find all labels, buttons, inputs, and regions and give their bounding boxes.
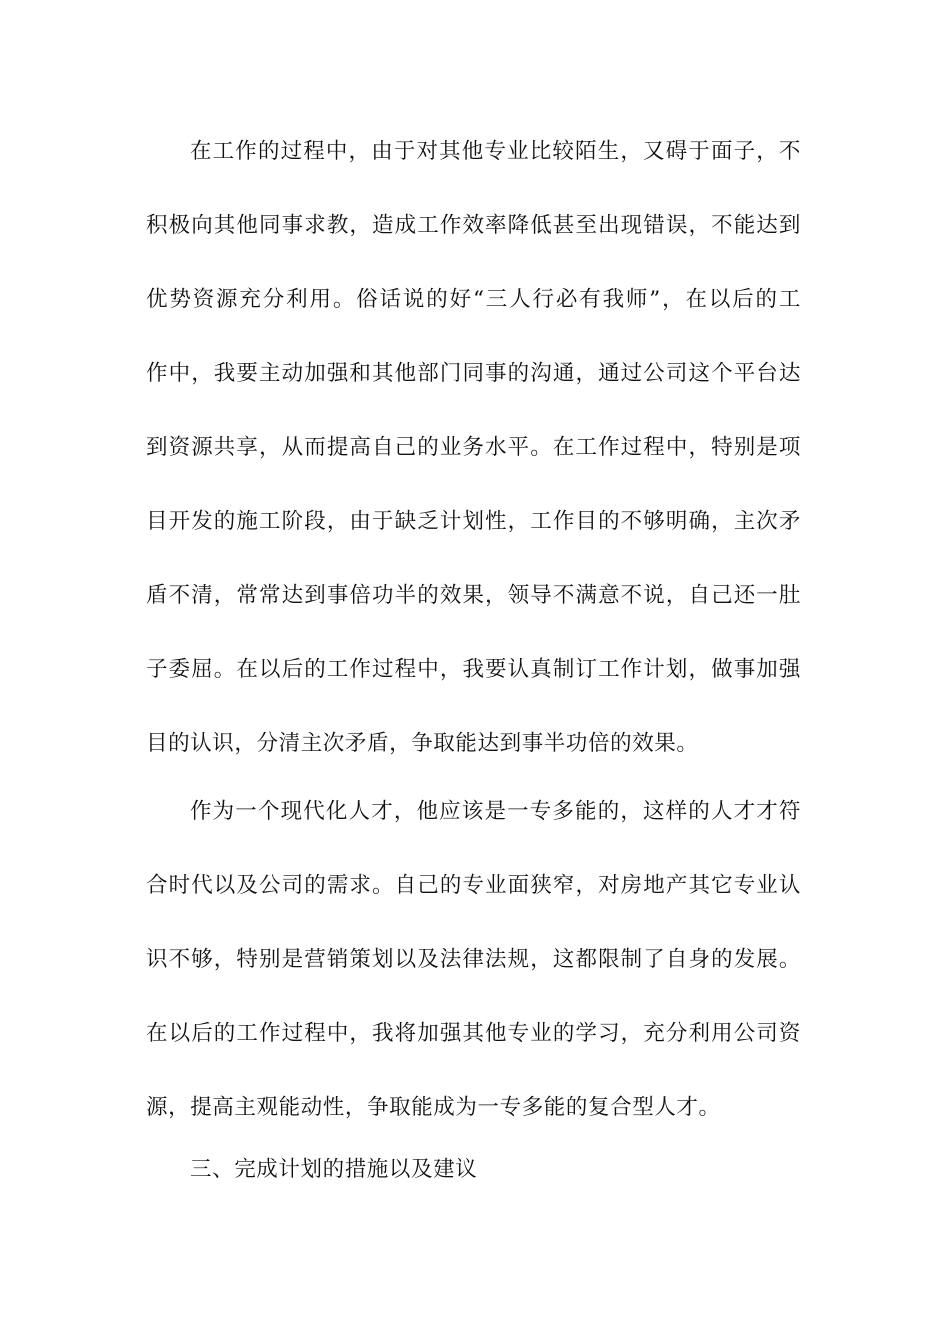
text-line: 目开发的施工阶段，由于缺乏计划性，工作目的不够明确，主次矛 <box>146 509 801 534</box>
text-line: 优势资源充分利用。俗话说的好“三人行必有我师”，在以后的工 <box>146 287 801 312</box>
section-heading-text: 三、完成计划的措施以及建议 <box>190 1157 478 1182</box>
text-line: 子委屈。在以后的工作过程中，我要认真制订工作计划，做事加强 <box>146 657 801 682</box>
text-line: 到资源共享，从而提高自己的业务水平。在工作过程中，特别是项 <box>146 435 801 460</box>
text-line: 在工作的过程中，由于对其他专业比较陌生，又碍于面子，不 <box>190 139 801 164</box>
text-line: 识不够，特别是营销策划以及法律法规，这都限制了自身的发展。 <box>146 947 801 972</box>
text-line: 源，提高主观能动性，争取能成为一专多能的复合型人才。 <box>146 1095 721 1120</box>
text-line: 作中，我要主动加强和其他部门同事的沟通，通过公司这个平台达 <box>146 361 801 386</box>
text-line: 盾不清，常常达到事倍功半的效果，领导不满意不说，自己还一肚 <box>146 583 801 608</box>
text-line: 作为一个现代化人才，他应该是一专多能的，这样的人才才符 <box>190 799 801 824</box>
text-line: 积极向其他同事求教，造成工作效率降低甚至出现错误，不能达到 <box>146 213 801 238</box>
text-line: 合时代以及公司的需求。自己的专业面狭窄，对房地产其它专业认 <box>146 873 801 898</box>
text-line: 在以后的工作过程中，我将加强其他专业的学习，充分利用公司资 <box>146 1021 801 1046</box>
text-line: 目的认识，分清主次矛盾，争取能达到事半功倍的效果。 <box>146 731 699 756</box>
